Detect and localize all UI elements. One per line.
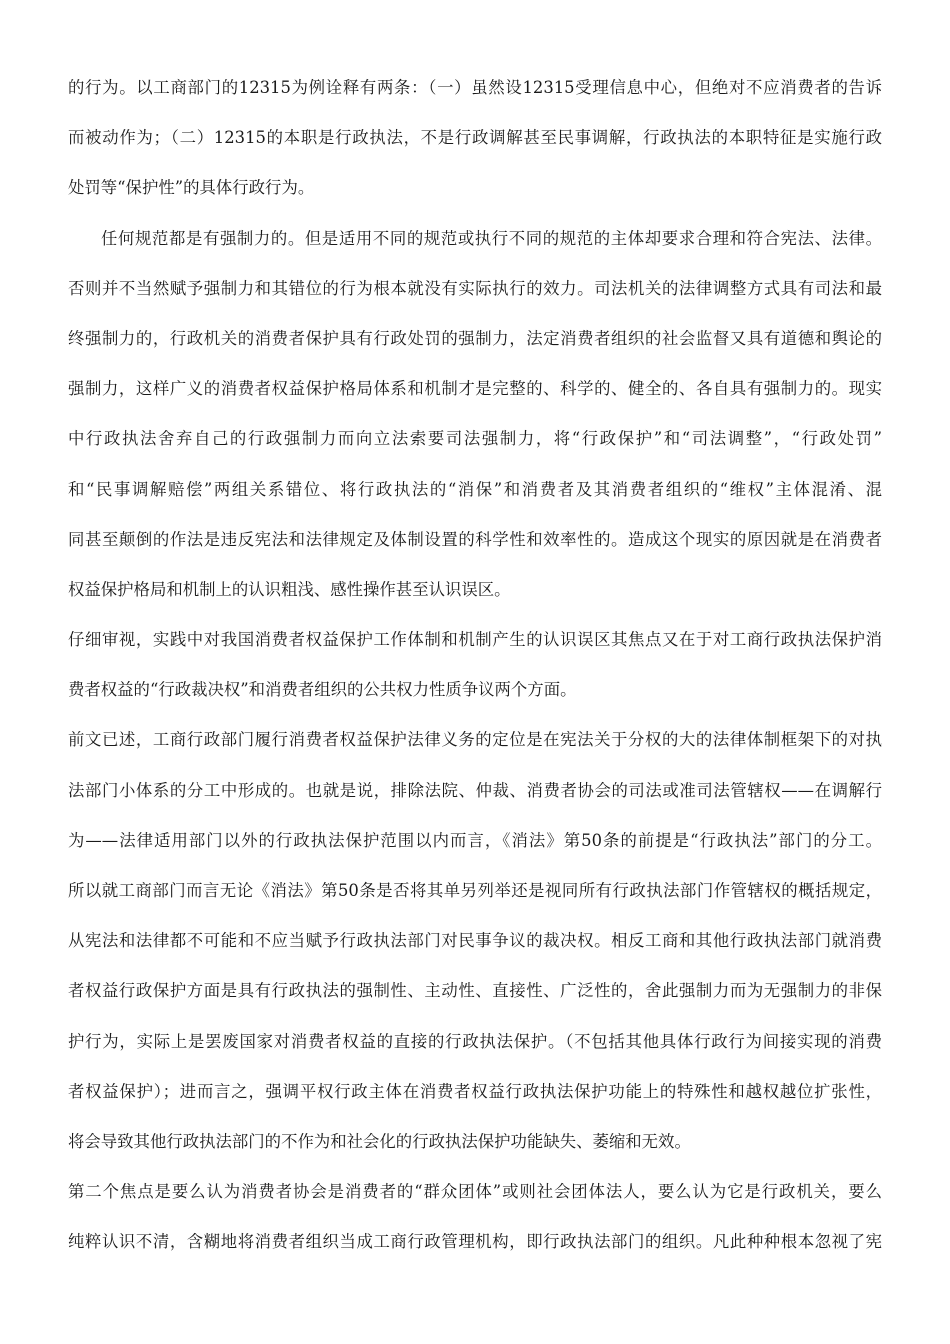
text-line: 的行为。以工商部门的12315为例诠释有两条：（一）虽然设12315受理信息中心，但绝对不应消费者的告诉: [68, 78, 882, 97]
text-line: 纯粹认识不清，含糊地将消费者组织当成工商行政管理机构，即行政执法部门的组织。凡此种种根本忽视了宪: [68, 1232, 882, 1252]
text-line: 终强制力的，行政机关的消费者保护具有行政处罚的强制力，法定消费者组织的社会监督又具有道德和舆论的: [68, 328, 882, 348]
text-line: 前文已述，工商行政部门履行消费者权益保护法律义务的定位是在宪法关于分权的大的法律体制框架下的对执: [68, 730, 882, 750]
text-line: 同甚至颠倒的作法是违反宪法和法律规定及体制设置的科学性和效率性的。造成这个现实的原因就是在消费者: [68, 529, 882, 549]
text-line: 费者权益的“行政裁决权”和消费者组织的公共权力性质争议两个方面。: [68, 680, 577, 700]
text-line: 中行政执法舍弃自己的行政强制力而向立法索要司法强制力，将“行政保护”和“司法调整”，“行政处罚”: [68, 429, 882, 449]
text-line: 从宪法和法律都不可能和不应当赋予行政执法部门对民事争议的裁决权。相反工商和其他行政执法部门就消费: [68, 931, 882, 951]
text-line: 强制力，这样广义的消费者权益保护格局体系和机制才是完整的、科学的、健全的、各自具有强制力的。现实: [68, 379, 882, 399]
text-line: 和“民事调解赔偿”两组关系错位、将行政执法的“消保”和消费者及其消费者组织的“维权”主体混淆、混: [68, 479, 882, 499]
text-line: 所以就工商部门而言无论《消法》第50条是否将其单另列举还是视同所有行政执法部门作管辖权的概括规定，: [68, 881, 882, 900]
text-line: 处罚等“保护性”的具体行政行为。: [68, 178, 315, 198]
text-line: 而被动作为；（二）12315的本职是行政执法，不是行政调解甚至民事调解，行政执法的本职特征是实施行政: [68, 128, 882, 148]
text-line: 仔细审视，实践中对我国消费者权益保护工作体制和机制产生的认识误区其焦点又在于对工商行政执法保护消: [68, 630, 882, 650]
text-line: 者权益保护）；进而言之，强调平权行政主体在消费者权益行政执法保护功能上的特殊性和越权越位扩张性，: [68, 1081, 882, 1101]
text-line: 护行为，实际上是罢废国家对消费者权益的直接的行政执法保护。（不包括其他具体行政行为间接实现的消费: [68, 1031, 882, 1051]
text-line: 法部门小体系的分工中形成的。也就是说，排除法院、仲裁、消费者协会的司法或准司法管辖权——在调解行: [68, 780, 882, 800]
text-line: 任何规范都是有强制力的。但是适用不同的规范或执行不同的规范的主体却要求合理和符合宪法、法律。: [101, 228, 882, 248]
body-text: [68, 73, 882, 1278]
text-line: 者权益行政保护方面是具有行政执法的强制性、主动性、直接性、广泛性的，舍此强制力而为无强制力的非保: [68, 981, 882, 1001]
text-line: 将会导致其他行政执法部门的不作为和社会化的行政执法保护功能缺失、萎缩和无效。: [68, 1131, 691, 1151]
text-line: 第二个焦点是要么认为消费者协会是消费者的“群众团体”或则社会团体法人，要么认为它是行政机关，要么: [68, 1182, 882, 1202]
text-line: 为——法律适用部门以外的行政执法保护范围以内而言，《消法》第50条的前提是“行政执法”部门的分工。: [68, 830, 882, 850]
text-line: 否则并不当然赋予强制力和其错位的行为根本就没有实际执行的效力。司法机关的法律调整方式具有司法和最: [68, 278, 882, 298]
text-line: 权益保护格局和机制上的认识粗浅、感性操作甚至认识误区。: [68, 579, 511, 599]
